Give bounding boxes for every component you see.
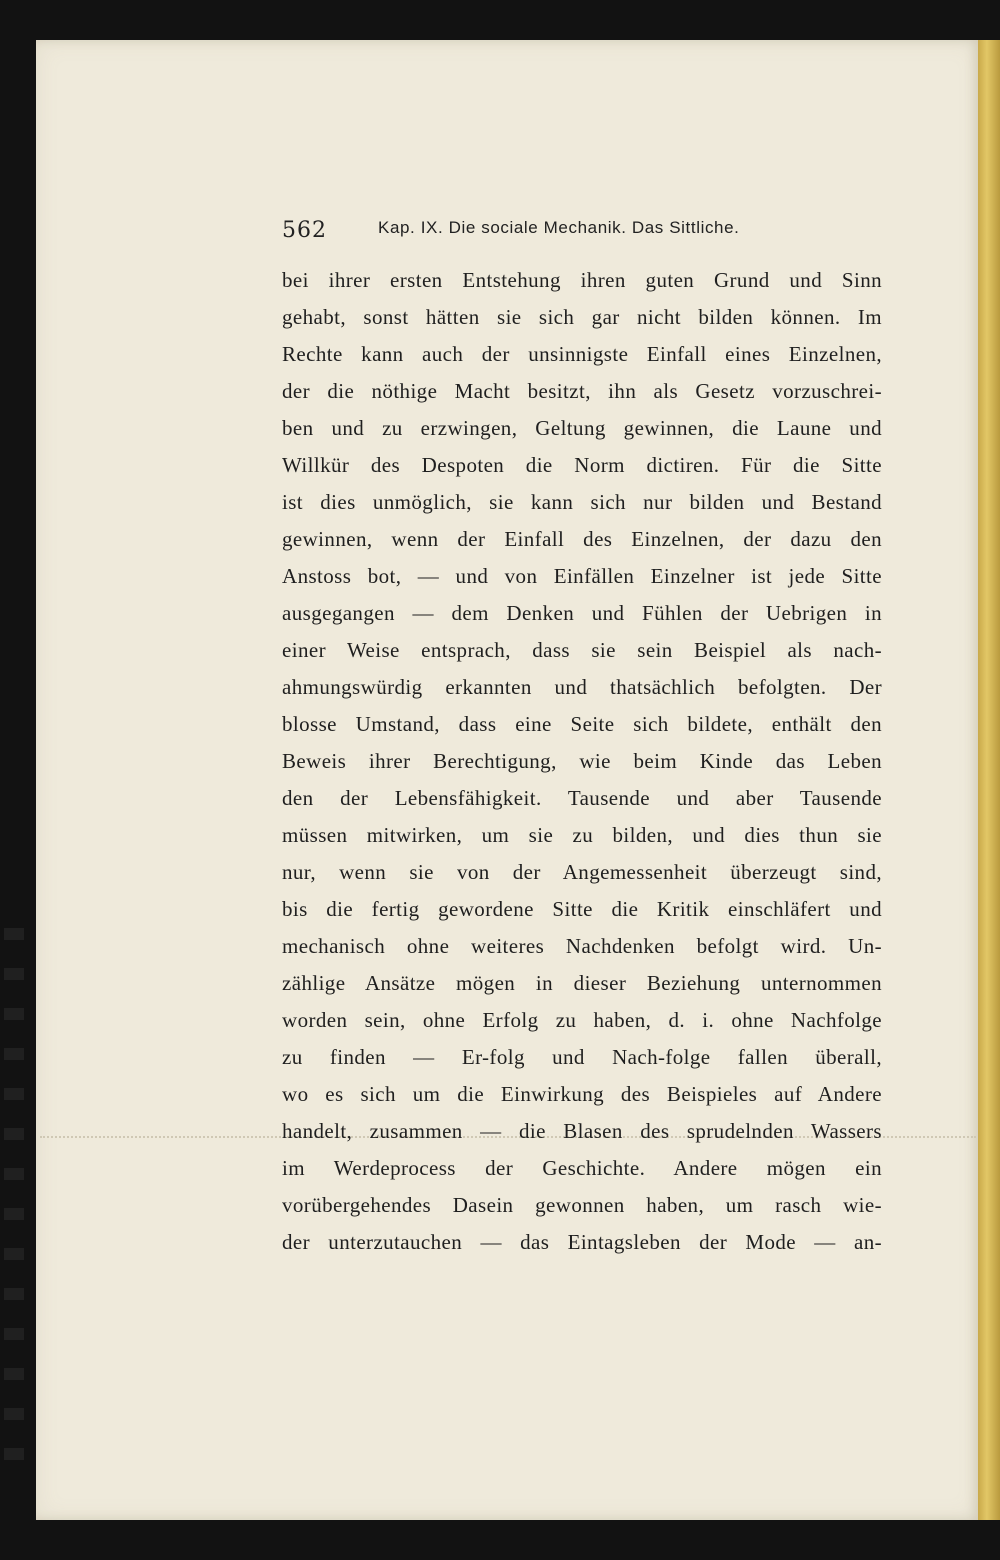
scan-margin-marks xyxy=(4,900,24,1460)
gilt-page-edge xyxy=(978,40,1000,1520)
page-number: 562 xyxy=(282,218,327,243)
text-line: Rechte kann auch der unsinnigste Einfall eines Einzelnen, xyxy=(282,342,882,366)
running-head-title: Kap. IX. Die sociale Mechanik. Das Sittliche. xyxy=(378,218,740,237)
text-line: Beweis ihrer Berechtigung, wie beim Kinde das Leben xyxy=(282,749,882,773)
body-text xyxy=(282,262,882,1261)
text-line: der unterzutauchen — das Eintagsleben der Mode — an- xyxy=(282,1230,882,1254)
text-line: ausgegangen — dem Denken und Fühlen der Uebrigen in xyxy=(282,601,882,625)
text-line: zu finden — Er-folg und Nach-folge fallen überall, xyxy=(282,1045,882,1069)
text-line: worden sein, ohne Erfolg zu haben, d. i. ohne Nachfolge xyxy=(282,1008,882,1032)
text-line: nur, wenn sie von der Angemessenheit überzeugt sind, xyxy=(282,860,882,884)
text-line: Willkür des Despoten die Norm dictiren. Für die Sitte xyxy=(282,453,882,477)
text-line: zählige Ansätze mögen in dieser Beziehung unternommen xyxy=(282,971,882,995)
text-line: bis die fertig gewordene Sitte die Kritik einschläfert und xyxy=(282,897,882,921)
text-line: gehabt, sonst hätten sie sich gar nicht bilden können. Im xyxy=(282,305,882,329)
text-line: handelt, zusammen — die Blasen des sprudelnden Wassers xyxy=(282,1119,882,1143)
text-line: ist dies unmöglich, sie kann sich nur bilden und Bestand xyxy=(282,490,882,514)
text-line: mechanisch ohne weiteres Nachdenken befolgt wird. Un- xyxy=(282,934,882,958)
text-line: einer Weise entsprach, dass sie sein Beispiel als nach- xyxy=(282,638,882,662)
text-line: ahmungswürdig erkannten und thatsächlich befolgten. Der xyxy=(282,675,882,699)
text-line: Anstoss bot, — und von Einfällen Einzelner ist jede Sitte xyxy=(282,564,882,588)
text-line: ben und zu erzwingen, Geltung gewinnen, die Laune und xyxy=(282,416,882,440)
text-line: gewinnen, wenn der Einfall des Einzelnen, der dazu den xyxy=(282,527,882,551)
text-line: müssen mitwirken, um sie zu bilden, und dies thun sie xyxy=(282,823,882,847)
text-line: der die nöthige Macht besitzt, ihn als Gesetz vorzuschrei- xyxy=(282,379,882,403)
text-line: wo es sich um die Einwirkung des Beispieles auf Andere xyxy=(282,1082,882,1106)
running-head xyxy=(282,214,802,248)
text-line: vorübergehendes Dasein gewonnen haben, um rasch wie- xyxy=(282,1193,882,1217)
text-line: bei ihrer ersten Entstehung ihren guten Grund und Sinn xyxy=(282,268,882,292)
text-line: den der Lebensfähigkeit. Tausende und aber Tausende xyxy=(282,786,882,810)
text-line: blosse Umstand, dass eine Seite sich bildete, enthält den xyxy=(282,712,882,736)
text-line: im Werdeprocess der Geschichte. Andere mögen ein xyxy=(282,1156,882,1180)
